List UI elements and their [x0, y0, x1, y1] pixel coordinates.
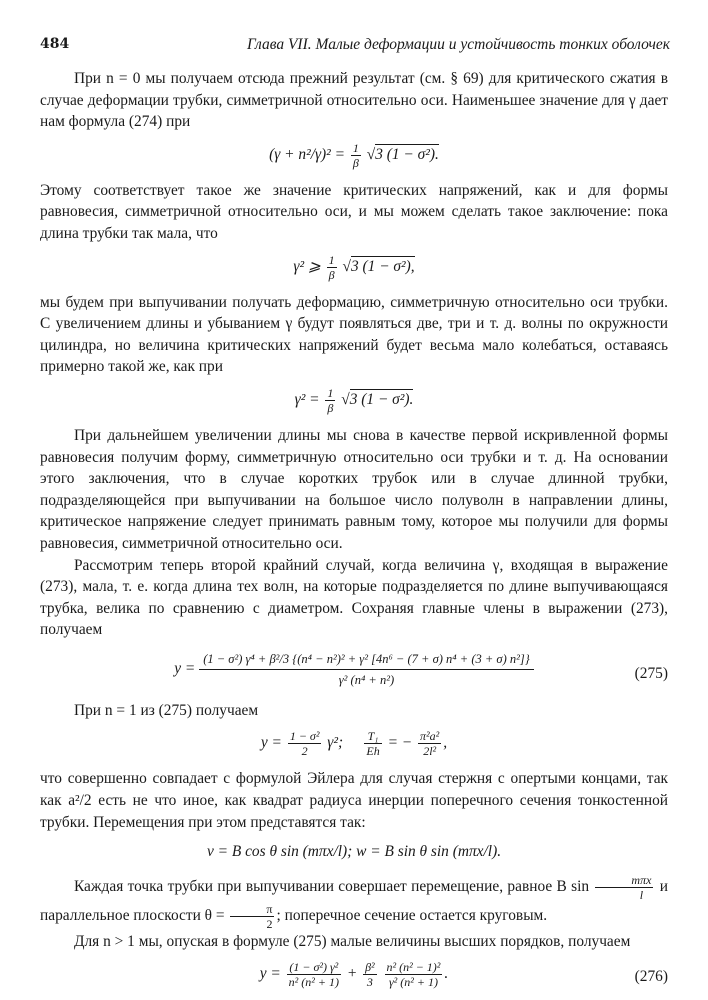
eq1-fraction	[351, 141, 361, 170]
inline-frac-pi2	[230, 902, 274, 931]
eq-n1-euler-frac	[418, 729, 441, 758]
eq2-frac-den: β	[328, 267, 335, 282]
equation-276: y = $\frac{\text{(1 − σ²) γ²}}{\text{n² (n² + 1)}}$ + $\frac{\text{β²}}{3}$ $\frac{\text{n² (n² − 1)²}}{\text{γ² (n² + 1)}}$ . (276)	[259, 960, 668, 990]
paragraph-8-part-c: ; поперечное сечение остается круговым.	[276, 906, 548, 924]
eq-n1-stress-den: Eh	[366, 744, 380, 759]
eq2-frac-num: 1	[328, 252, 335, 267]
paragraph-6: При n = 1 из (275) получаем	[74, 701, 259, 719]
equation-2	[40, 253, 668, 282]
eq276-term-2	[363, 960, 377, 989]
eq-n1-euler-den: 2l²	[423, 744, 437, 759]
eq1-lhs: (γ + n²/γ)² =	[269, 145, 346, 163]
equation-number-275: (275)	[634, 664, 668, 682]
inline-frac-mpx-num: mπx	[595, 873, 653, 888]
inline-frac-pi2-den: 2	[266, 916, 273, 931]
eq2-lhs: γ² ⩾	[293, 257, 321, 275]
eq276-term-3	[385, 960, 443, 989]
eq-n1-gamma: γ²;	[327, 734, 344, 752]
equation-3	[40, 386, 668, 415]
inline-frac-mpx	[595, 873, 653, 902]
paragraph-5: Рассмотрим теперь второй крайний случай, когда величина γ, входящая в выражение (273), мала, т. е. когда длина тех волн, на которые подразделяется по длине выпучивающаяся трубка, велика по сравнению с диаметром. Сохраняя главные члены в выражении (273), получаем	[40, 556, 668, 639]
paragraph-2: Этому соответствует такое же значение критических напряжений, как и для формы равновесия, симметричной относительно оси, и мы можем сделать такое заключение: пока длина трубки так мала, что	[40, 181, 668, 242]
eq276-t2-den: 3	[366, 975, 373, 990]
equation-displacements	[40, 841, 668, 863]
eq1-frac-num: 1	[352, 140, 359, 155]
eq276-plus: +	[346, 965, 358, 983]
equation-1	[40, 141, 668, 170]
eq-n1-frac	[288, 729, 322, 758]
inline-frac-mpx-den: l	[639, 887, 644, 902]
paragraph-8-part-a: Каждая точка трубки при выпучивании совершает перемещение, равное B sin	[74, 877, 590, 895]
paragraph-9: Для n > 1 мы, опуская в формуле (275) малые величины высших порядков, получаем	[74, 932, 631, 950]
equation-275	[40, 651, 668, 688]
page-number: 484	[40, 36, 70, 52]
eq2-root: 3 (1 − σ²),	[350, 257, 415, 275]
eq-n1-frac-den: 2	[301, 744, 308, 759]
eq276-term-1	[287, 960, 341, 989]
paragraph-7: что совершенно совпадает с формулой Эйлера для случая стержня с опертыми концами, так как a²/2 есть не что иное, как квадрат радиуса инерции поперечного сечения тонкостенной трубки. Перемещения при этом представятся так:	[40, 770, 668, 831]
eq275-numerator: (1 − σ²) γ⁴ + β²/3 {(n⁴ − n²)² + γ² [4n⁶ − (7 + σ) n⁴ + (3 + σ) n²]}	[199, 651, 534, 670]
sqrt-icon: √	[341, 390, 350, 408]
eq1-frac-den: β	[352, 155, 359, 170]
page-body	[40, 68, 668, 999]
eq276-t3-den: γ² (n² + 1)	[388, 975, 438, 990]
eq3-frac-den: β	[327, 400, 334, 415]
eq-n1-stress-frac	[364, 729, 381, 758]
eq2-fraction	[327, 253, 337, 282]
eq1-root: 3 (1 − σ²).	[375, 145, 439, 163]
running-title: Глава VII. Малые деформации и устойчивость тонких оболочек	[247, 36, 670, 53]
paragraph-8	[40, 873, 668, 931]
eq3-frac-num: 1	[327, 385, 334, 400]
eq275-denominator: γ² (n⁴ + n²)	[338, 672, 395, 687]
eq3-fraction	[325, 386, 335, 415]
eq-n1-eq: = −	[387, 734, 413, 752]
paragraph-3: мы будем при выпучивании получать деформацию, симметричную относительно оси трубки. С увеличением длины и убыванием γ будут появляться две, три и т. д. волны по окружности цилиндра, но величина критических напряжений будет весьма мало колебаться, оставаясь примерно такой же, как при	[40, 293, 668, 376]
paragraph-8-part-b: и параллельное плоскости θ =	[40, 877, 669, 924]
eq-displacements-text: v = B cos θ sin (mπx/l); w = B sin θ sin (mπx/l).	[206, 843, 502, 861]
paragraph-1: При n = 0 мы получаем отсюда прежний результат (см. § 69) для критического сжатия в случае деформации трубки, симметричной относительно оси. Наименьшее значение для γ дает нам формула (274) при	[40, 70, 668, 131]
eq275-fraction	[199, 651, 534, 688]
sqrt-icon: √	[366, 145, 376, 163]
eq-n1-frac-num: 1 − σ²	[289, 729, 320, 744]
eq276-t3-num: n² (n² − 1)²	[386, 960, 441, 975]
eq3-root: 3 (1 − σ²).	[349, 390, 414, 408]
eq-n1-euler-num: π²a²	[420, 729, 440, 744]
sqrt-icon: √	[342, 257, 351, 275]
equation-number-276: (276)	[634, 968, 668, 986]
eq275-lhs: y =	[174, 659, 196, 677]
eq276-lhs: y =	[259, 965, 281, 983]
inline-frac-pi2-num: π	[230, 902, 274, 917]
eq-n1-y: y =	[260, 734, 282, 752]
equation-n1: y = $\frac{\text{1 − σ²}}{2}$ γ²; $\frac{\text{T₁}}{Eh}$ = − $\frac{\text{π²a²}}{\text{2l²}}$ ,	[260, 729, 448, 759]
paragraph-4: При дальнейшем увеличении длины мы снова в качестве первой искривленной формы равновесия получим форму, симметричную относительно оси трубки и т. д. На основании этого заключения, что в случае коротких трубок или в случае длинной трубки, подразделяющейся при выпучивании на большое число полуволн в направлении длины, критическое напряжение следует принимать равным тому, которое мы получили для формы равновесия, симметричной относительно оси.	[40, 426, 668, 552]
eq3-lhs: γ² =	[294, 390, 320, 408]
eq276-t1-num: (1 − σ²) γ²	[287, 960, 341, 975]
eq276-t2-num: β²	[365, 960, 375, 975]
eq-n1-stress-num: T₁	[364, 729, 381, 744]
eq276-t1-den: n² (n² + 1)	[288, 975, 339, 990]
